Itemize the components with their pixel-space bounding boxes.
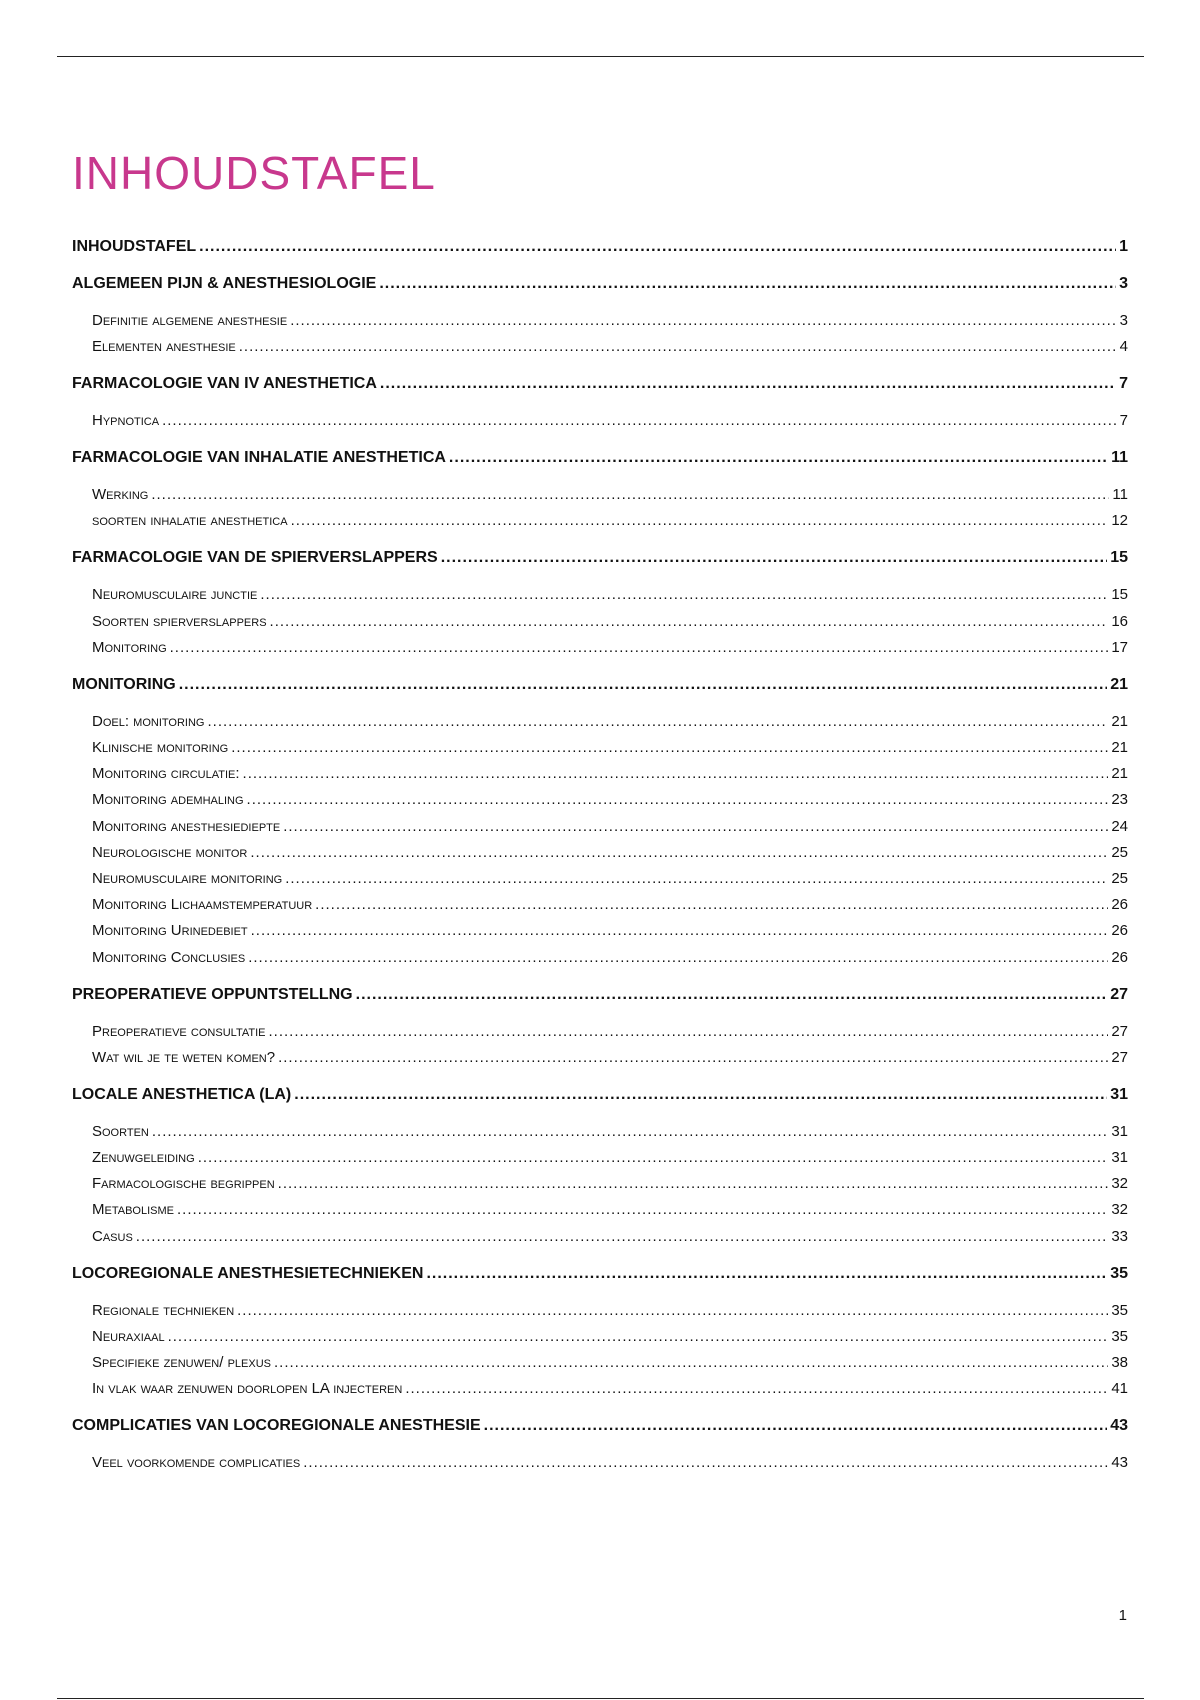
toc-entry-label: Monitoring Lichaamstemperatuur	[92, 896, 313, 914]
toc-entry-section[interactable]	[92, 586, 1128, 603]
toc-dot-leader	[198, 1149, 1109, 1166]
toc-entry-page: 21	[1110, 675, 1128, 693]
toc-entry-section[interactable]	[92, 818, 1128, 835]
toc-dot-leader	[379, 275, 1116, 293]
toc-dot-leader	[151, 486, 1109, 503]
page-title: INHOUDSTAFEL	[72, 147, 436, 199]
toc-entry-section[interactable]	[92, 1201, 1128, 1218]
toc-dot-leader	[239, 338, 1117, 355]
toc-dot-leader	[269, 1023, 1109, 1040]
toc-entry-section[interactable]	[92, 1175, 1128, 1192]
toc-entry-label: FARMACOLOGIE VAN IV ANESTHETICA	[72, 375, 377, 393]
toc-entry-page: 12	[1111, 512, 1128, 530]
toc-entry-section[interactable]	[92, 613, 1128, 630]
toc-dot-leader	[285, 870, 1108, 887]
toc-entry-label: Monitoring Conclusies	[92, 948, 246, 966]
toc-entry-page: 15	[1111, 586, 1128, 604]
toc-entry-label: Hypnotica	[92, 412, 160, 430]
toc-entry-label: soorten inhalatie anesthetica	[92, 512, 288, 530]
toc-entry-page: 27	[1111, 1048, 1128, 1066]
toc-entry-label: Specifieke zenuwen/ plexus	[92, 1354, 271, 1371]
toc-entry-page: 43	[1111, 1454, 1128, 1472]
toc-dot-leader	[250, 844, 1108, 861]
toc-entry-chapter[interactable]	[72, 1086, 1128, 1104]
toc-entry-section[interactable]	[92, 713, 1128, 730]
toc-entry-section[interactable]	[92, 791, 1128, 808]
header-rule	[57, 56, 1144, 57]
toc-entry-label: Neurologische monitor	[92, 843, 248, 861]
toc-entry-page: 25	[1111, 843, 1128, 861]
toc-entry-page: 11	[1111, 449, 1128, 467]
toc-entry-chapter[interactable]	[72, 238, 1128, 256]
toc-dot-leader	[247, 791, 1109, 808]
toc-entry-page: 7	[1119, 412, 1128, 430]
toc-dot-leader	[441, 549, 1108, 567]
toc-entry-label: Monitoring	[92, 638, 167, 656]
toc-entry-chapter[interactable]	[72, 375, 1128, 393]
toc-entry-label: Monitoring anesthesiediepte	[92, 817, 281, 835]
toc-entry-page: 43	[1110, 1417, 1128, 1435]
toc-entry-label: LOCALE ANESTHETICA (LA)	[72, 1085, 292, 1103]
toc-entry-chapter[interactable]	[72, 275, 1128, 293]
toc-entry-label: Neuromusculaire junctie	[92, 586, 258, 604]
toc-entry-page: 21	[1111, 765, 1128, 783]
toc-dot-leader	[179, 676, 1108, 694]
toc-dot-leader	[356, 986, 1108, 1004]
toc-dot-leader	[168, 1328, 1109, 1345]
toc-entry-label: Veel voorkomende complicaties	[92, 1454, 301, 1472]
toc-dot-leader	[405, 1380, 1108, 1397]
toc-entry-section[interactable]	[92, 512, 1128, 529]
toc-entry-label: PREOPERATIEVE OPPUNTSTELLNG	[72, 985, 353, 1003]
toc-entry-section[interactable]	[92, 739, 1128, 756]
toc-entry-page: 3	[1119, 275, 1128, 292]
toc-entry-label: Klinische monitoring	[92, 739, 229, 756]
toc-entry-label: Soorten spierverslappers	[92, 612, 267, 630]
toc-entry-page: 33	[1111, 1227, 1128, 1245]
toc-entry-page: 24	[1111, 817, 1128, 835]
toc-entry-page: 21	[1111, 712, 1128, 730]
toc-entry-page: 15	[1110, 549, 1128, 567]
toc-entry-page: 26	[1111, 948, 1128, 966]
toc-entry-label: Monitoring ademhaling	[92, 791, 244, 809]
page-number: 1	[1118, 1607, 1127, 1624]
toc-entry-chapter[interactable]	[72, 986, 1128, 1004]
toc-dot-leader	[290, 312, 1116, 329]
toc-entry-section[interactable]	[92, 870, 1128, 887]
toc-entry-page: 4	[1119, 338, 1128, 356]
toc-entry-page: 31	[1111, 1149, 1128, 1166]
toc-dot-leader	[251, 922, 1109, 939]
toc-entry-label: Casus	[92, 1227, 133, 1245]
toc-dot-leader	[426, 1265, 1107, 1283]
toc-dot-leader	[237, 1302, 1108, 1319]
toc-dot-leader	[449, 449, 1108, 467]
toc-dot-leader	[278, 1175, 1109, 1192]
toc-entry-section[interactable]	[92, 896, 1128, 913]
toc-dot-leader	[270, 613, 1109, 630]
toc-dot-leader	[291, 512, 1109, 529]
toc-entry-label: Regionale technieken	[92, 1301, 235, 1319]
toc-entry-page: 26	[1111, 896, 1128, 914]
footer-rule	[57, 1698, 1144, 1699]
toc-entry-label: Zenuwgeleiding	[92, 1149, 195, 1166]
toc-entry-page: 11	[1112, 486, 1128, 504]
toc-entry-label: Monitoring circulatie:	[92, 765, 240, 783]
toc-entry-section[interactable]	[92, 412, 1128, 429]
toc-entry-label: FARMACOLOGIE VAN DE SPIERVERSLAPPERS	[72, 549, 438, 567]
toc-entry-page: 7	[1119, 375, 1128, 393]
toc-entry-chapter[interactable]	[72, 449, 1128, 467]
toc-entry-label: Elementen anesthesie	[92, 338, 236, 356]
toc-entry-label: Farmacologische begrippen	[92, 1175, 275, 1193]
toc-dot-leader	[177, 1201, 1108, 1218]
toc-dot-leader	[243, 765, 1109, 782]
toc-entry-page: 26	[1111, 922, 1128, 940]
toc-entry-page: 17	[1111, 638, 1128, 656]
toc-entry-label: Soorten	[92, 1122, 149, 1140]
toc-entry-chapter[interactable]	[72, 1417, 1128, 1435]
toc-entry-page: 21	[1111, 739, 1128, 756]
toc-entry-label: LOCOREGIONALE ANESTHESIETECHNIEKEN	[72, 1264, 424, 1282]
toc-dot-leader	[283, 818, 1108, 835]
toc-entry-label: Monitoring Urinedebiet	[92, 922, 248, 940]
toc-entry-section[interactable]	[92, 1354, 1128, 1371]
toc-entry-page: 38	[1111, 1354, 1128, 1371]
toc-entry-section[interactable]	[92, 1023, 1128, 1040]
toc-entry-chapter[interactable]	[72, 1265, 1128, 1283]
toc-entry-section[interactable]	[92, 922, 1128, 939]
toc-dot-leader	[380, 375, 1116, 393]
toc-entry-page: 27	[1110, 985, 1128, 1003]
toc-entry-page: 31	[1110, 1085, 1128, 1103]
toc-entry-section[interactable]	[92, 765, 1128, 782]
toc-dot-leader	[152, 1123, 1108, 1140]
toc-dot-leader	[278, 1049, 1108, 1066]
toc-dot-leader	[207, 713, 1108, 730]
toc-entry-label: Definitie algemene anesthesie	[92, 312, 288, 329]
toc-dot-leader	[484, 1417, 1108, 1435]
toc-dot-leader	[231, 739, 1108, 756]
toc-dot-leader	[294, 1086, 1107, 1104]
toc-dot-leader	[248, 949, 1108, 966]
toc-entry-page: 35	[1111, 1327, 1128, 1345]
toc-entry-label: MONITORING	[72, 675, 176, 693]
toc-dot-leader	[315, 896, 1108, 913]
toc-dot-leader	[274, 1354, 1108, 1371]
toc-entry-label: COMPLICATIES VAN LOCOREGIONALE ANESTHESIE	[72, 1417, 481, 1435]
toc-entry-label: ALGEMEEN PIJN & ANESTHESIOLOGIE	[72, 275, 377, 292]
toc-entry-label: Wat wil je te weten komen?	[92, 1048, 276, 1066]
toc-entry-page: 35	[1111, 1301, 1128, 1319]
toc-entry-section[interactable]	[92, 1328, 1128, 1345]
toc-entry-section[interactable]	[92, 1049, 1128, 1066]
toc-entry-section[interactable]	[92, 1123, 1128, 1140]
toc-entry-label: Preoperatieve consultatie	[92, 1022, 266, 1040]
toc-entry-page: 3	[1119, 312, 1128, 329]
toc-entry-page: 25	[1111, 870, 1128, 887]
toc-entry-section[interactable]	[92, 312, 1128, 329]
toc-entry-label: In vlak waar zenuwen doorlopen LA injecteren	[92, 1380, 403, 1398]
toc-entry-section[interactable]	[92, 1149, 1128, 1166]
toc-entry-page: 1	[1119, 238, 1128, 255]
toc-entry-label: Neuraxiaal	[92, 1327, 165, 1345]
toc-entry-section[interactable]	[92, 639, 1128, 656]
toc-dot-leader	[136, 1228, 1109, 1245]
toc-entry-label: Metabolisme	[92, 1201, 174, 1219]
toc-entry-label: Neuromusculaire monitoring	[92, 870, 283, 887]
toc-entry-page: 27	[1111, 1022, 1128, 1040]
toc-entry-section[interactable]	[92, 486, 1128, 503]
toc-entry-page: 35	[1110, 1264, 1128, 1282]
toc-entry-label: INHOUDSTAFEL	[72, 238, 197, 255]
toc-entry-section[interactable]	[92, 844, 1128, 861]
toc-dot-leader	[162, 412, 1117, 429]
toc-dot-leader	[199, 238, 1116, 256]
toc-entry-page: 23	[1111, 791, 1128, 809]
toc-entry-section[interactable]	[92, 1380, 1128, 1397]
toc-dot-leader	[303, 1454, 1108, 1471]
toc-entry-page: 31	[1111, 1122, 1128, 1140]
toc-dot-leader	[260, 586, 1108, 603]
toc-dot-leader	[170, 639, 1109, 656]
toc-entry-section[interactable]	[92, 338, 1128, 355]
toc-entry-page: 41	[1111, 1380, 1128, 1398]
toc-entry-chapter[interactable]	[72, 549, 1128, 567]
toc-entry-label: Doel: monitoring	[92, 712, 205, 730]
toc-entry-label: FARMACOLOGIE VAN INHALATIE ANESTHETICA	[72, 449, 446, 467]
toc-entry-page: 32	[1111, 1175, 1128, 1193]
toc-entry-section[interactable]	[92, 1302, 1128, 1319]
toc-entry-section[interactable]	[92, 949, 1128, 966]
toc-entry-section[interactable]	[92, 1228, 1128, 1245]
toc-entry-chapter[interactable]	[72, 676, 1128, 694]
toc-entry-page: 32	[1111, 1201, 1128, 1219]
toc-entry-section[interactable]	[92, 1454, 1128, 1471]
toc-entry-page: 16	[1111, 612, 1128, 630]
toc-entry-label: Werking	[92, 486, 149, 504]
